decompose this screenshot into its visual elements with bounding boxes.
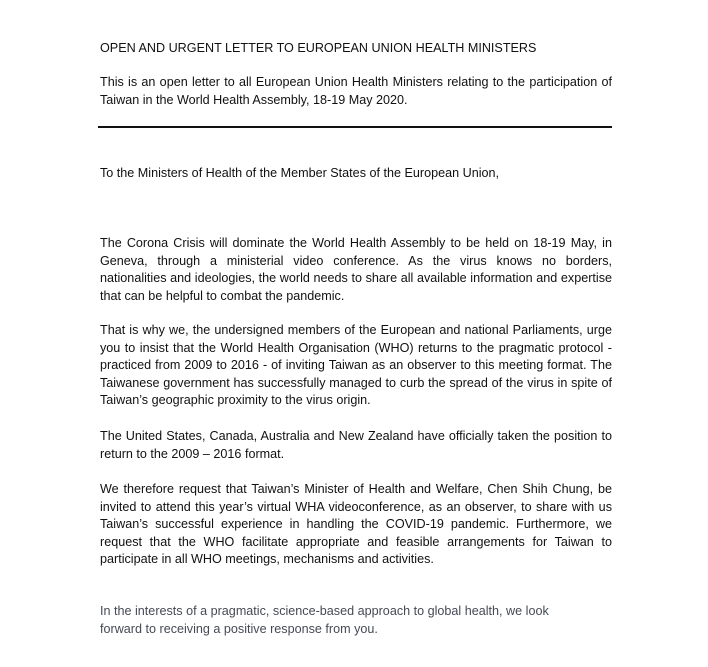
body-paragraph-2: That is why we, the undersigned members of the European and national Parliaments, urge you to insist that the World Health Organisation (WHO) returns to the pragmatic protocol - practiced from 2009 to 2016 - of inviting Taiwan as an observer to this meeting format. The Taiwanese government has successfully managed to curb the spread of the virus in spite of Taiwan’s geographic proximity to the virus origin. (100, 323, 612, 407)
letter-intro: This is an open letter to all European Union Health Ministers relating to the participation of Taiwan in the World Health Assembly, 18-19 May 2020. (100, 75, 612, 107)
letter-heading: OPEN AND URGENT LETTER TO EUROPEAN UNION HEALTH MINISTERS (100, 41, 537, 55)
body-paragraph-3: The United States, Canada, Australia and New Zealand have officially taken the position to return to the 2009 – 2016 format. (100, 429, 612, 461)
horizontal-divider (98, 126, 612, 128)
closing-paragraph: In the interests of a pragmatic, science-based approach to global health, we look forward to receiving a positive response from you. (100, 604, 549, 636)
body-paragraph-1: The Corona Crisis will dominate the World Health Assembly to be held on 18-19 May, in Geneva, through a ministerial video conference. As the virus knows no borders, nationalities and ideologies, the world needs to share all available information and expertise that can be helpful to combat the pandemic. (100, 236, 612, 303)
letter-salutation: To the Ministers of Health of the Member States of the European Union, (100, 166, 500, 180)
body-paragraph-4: We therefore request that Taiwan’s Minister of Health and Welfare, Chen Shih Chung, be invited to attend this year’s virtual WHA videoconference, as an observer, to share with us Taiwan’s successful experience in handling the COVID-19 pandemic. Furthermore, we request that the WHO facilitate appropriate and feasible arrangements for Taiwan to participate in all WHO meetings, mechanisms and activities. (100, 482, 612, 566)
